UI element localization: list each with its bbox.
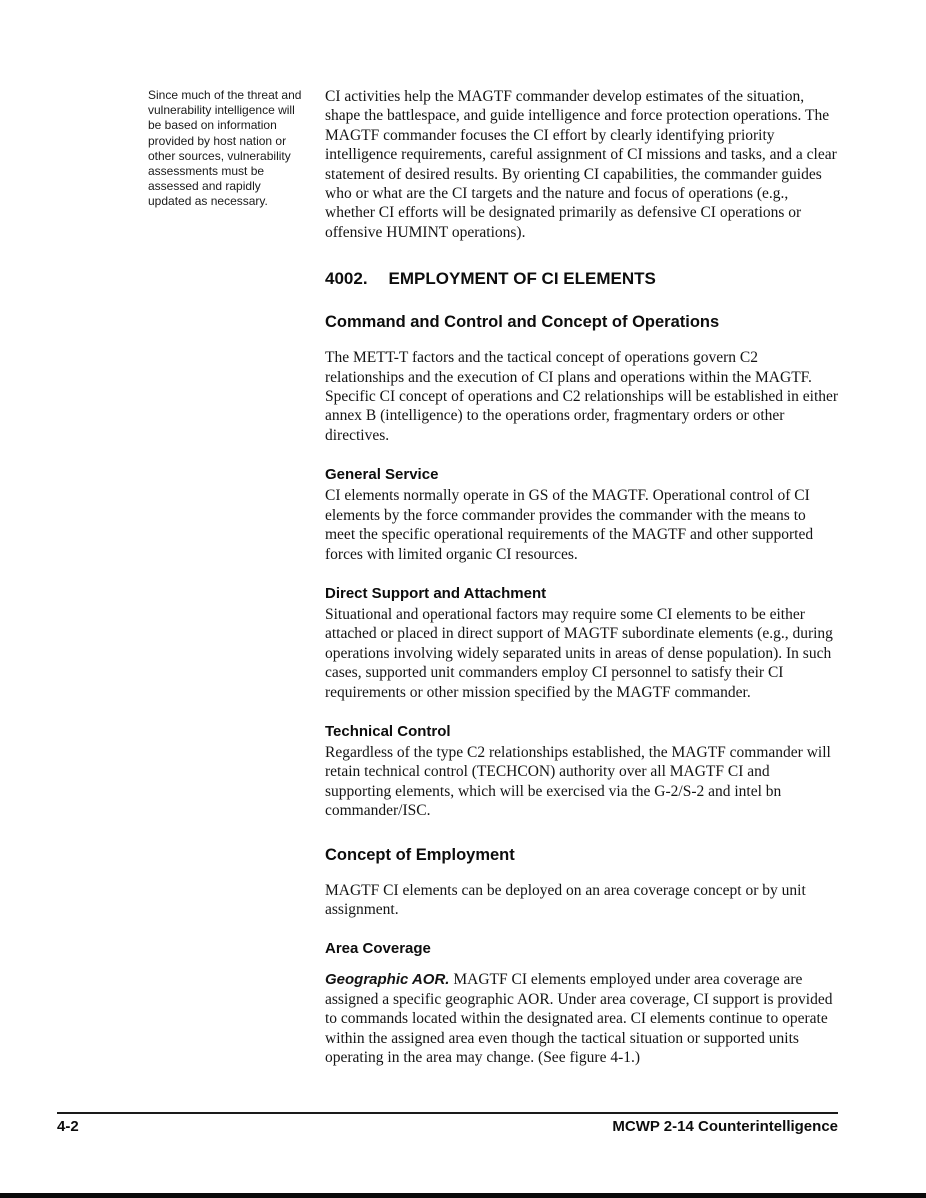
geographic-aor-lead-in: Geographic AOR. xyxy=(325,971,450,989)
technical-control-paragraph: Regardless of the type C2 relationships established, the MAGTF commander will retain technical control (TECHCON) authority over all MAGTF CI and supporting elements, which will be exercised via the G-2/S-2 and intel bn commander/ISC. xyxy=(325,743,831,820)
footer-page-number: 4-2 xyxy=(57,1118,79,1135)
margin-note: Since much of the threat and vulnerability intelligence will be based on information provided by host nation or other sources, vulnerability assessments must be assessed and rapidly updated as necessary. xyxy=(148,88,302,209)
concept-of-employment-paragraph: MAGTF CI elements can be deployed on an area coverage concept or by unit assignment. xyxy=(325,881,806,918)
heading-command-and-control: Command and Control and Concept of Operations xyxy=(325,313,720,332)
section-title: EMPLOYMENT OF CI ELEMENTS xyxy=(388,269,656,289)
heading-general-service: General Service xyxy=(325,466,439,484)
direct-support-paragraph: Situational and operational factors may require some CI elements to be either attached or placed in direct support of MAGTF subordinate elements (e.g., during operations involving widely separated units in areas of dense population). In such cases, supported unit commanders employ CI personnel to satisfy their CI requirements or other mission specified by the MAGTF commander. xyxy=(325,605,833,701)
command-and-control-paragraph: The METT-T factors and the tactical concept of operations govern C2 relationships and the execution of CI plans and operations within the MAGTF. Specific CI concept of operations and C2 relationships will be established in either annex B (intelligence) to the operations order, fragmentary orders or other directives. xyxy=(325,349,839,444)
geographic-aor-paragraph xyxy=(325,970,839,1067)
section-number: 4002. xyxy=(325,269,368,289)
geographic-aor-text: MAGTF CI elements employed under area coverage are assigned a specific geographic AOR. Under area coverage, CI support is provided to commands located within the designated area. CI elements continue to operate within the assigned area even though the tactical situation or supported units operating in the area may change. (See figure 4-1.) xyxy=(325,971,833,1066)
heading-concept-of-employment: Concept of Employment xyxy=(325,845,515,864)
intro-paragraph: CI activities help the MAGTF commander develop estimates of the situation, shape the battlespace, and guide intelligence and force protection operations. The MAGTF commander focuses the CI effort by clearly identifying priority intelligence requirements, careful assignment of CI missions and tasks, and a clear statement of desired results. By orienting CI capabilities, the commander guides who or what are the CI targets and the nature and focus of operations (e.g., whether CI efforts will be designated primarily as defensive CI operations or offensive HUMINT operations). xyxy=(325,88,837,241)
heading-area-coverage: Area Coverage xyxy=(325,940,431,958)
main-text-column xyxy=(325,87,839,1067)
page-footer xyxy=(57,1112,838,1135)
section-heading xyxy=(325,269,839,288)
heading-technical-control: Technical Control xyxy=(325,722,451,740)
page-bottom-scan-edge xyxy=(0,1193,926,1198)
footer-doc-title: MCWP 2-14 Counterintelligence xyxy=(612,1118,838,1135)
heading-direct-support: Direct Support and Attachment xyxy=(325,584,547,602)
general-service-paragraph: CI elements normally operate in GS of the MAGTF. Operational control of CI elements by the force commander provides the commander with the means to meet the specific operational requirements of the MAGTF and other supported forces with limited organic CI resources. xyxy=(325,487,814,563)
